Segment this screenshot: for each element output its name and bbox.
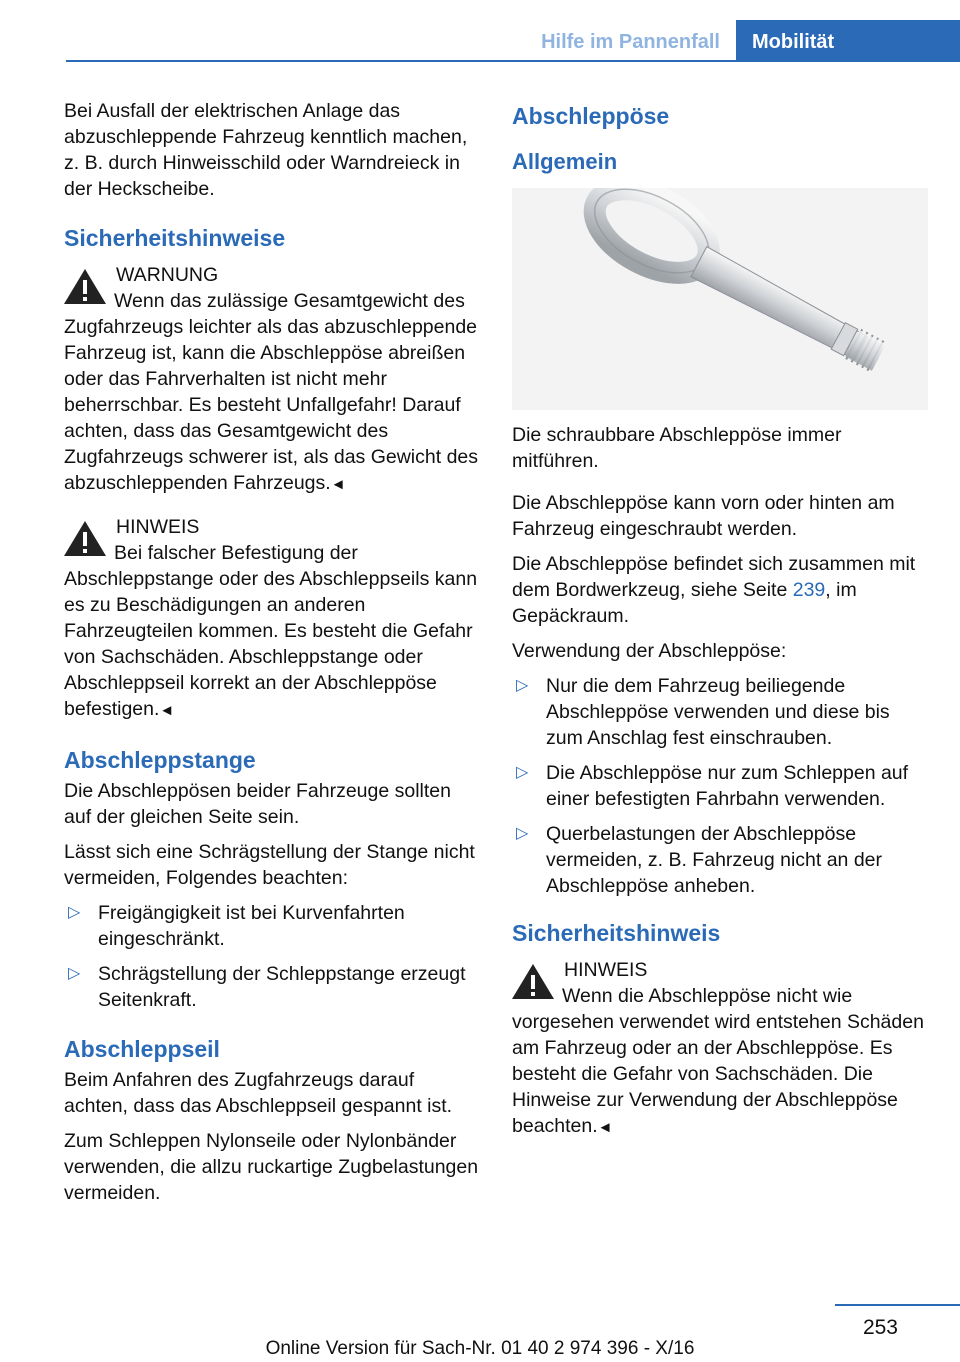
header-tab-section[interactable]: Hilfe im Pannenfall [541,31,720,53]
page-link[interactable]: 239 [792,579,826,601]
usage-label: Verwendung der Abschleppöse: [512,640,787,662]
stange-paragraph-2: Lässt sich eine Schrägstellung der Stange nicht vermeiden, Folgendes beachten: [64,841,475,889]
warning-triangle-icon [62,518,110,560]
list-item: ▷ Schrägstellung der Schleppstange erzeugt Seitenkraft. [68,963,466,1011]
location-paragraph: Die Abschleppöse befindet sich zusammen mit dem Bordwerkzeug, siehe Seite 239, im Gepäckraum. [512,553,916,627]
list-item: ▷ Die Abschleppöse nur zum Schleppen auf einer befestigten Fahrbahn verwenden. [516,762,909,810]
list-item: ▷ Querbelastungen der Abschleppöse vermeiden, z. B. Fahrzeug nicht an der Abschleppöse anheben. [516,823,883,897]
figure-caption: Die schraubbare Abschleppöse immer mitführen. [512,424,842,472]
seil-heading: Abschleppseil [64,1036,220,1062]
note-title: HINWEIS [116,516,200,538]
page-header [0,0,960,62]
general-subheading: Allgemein [512,149,618,174]
bullet-triangle-icon: ▷ [68,965,81,982]
header-tab-chapter[interactable]: Mobilität [736,20,960,62]
note-title: HINWEIS [564,959,648,981]
intro-paragraph: Bei Ausfall der elektrischen Anlage das abzuschleppende Fahrzeug kenntlich machen, z. B. durch Hinweisschild oder Warndreieck in der Heckscheibe. [64,100,468,200]
note-notice [512,957,928,1141]
stange-list [64,900,480,1013]
online-version-footer: Online Version für Sach-Nr. 01 40 2 974 396 - X/16 [265,1338,695,1359]
mount-paragraph: Die Abschleppöse kann vorn oder hinten am Fahrzeug eingeschraubt werden. [512,492,895,540]
end-mark: ◄ [159,702,175,719]
usage-list [512,673,928,899]
tow-eye-heading: Abschleppöse [512,103,670,129]
end-mark: ◄ [597,1119,613,1136]
bullet-triangle-icon: ▷ [68,904,81,921]
warning-triangle-icon [510,961,558,1003]
end-mark: ◄ [330,476,346,493]
warning-notice [64,262,480,498]
bullet-triangle-icon: ▷ [516,677,529,694]
seil-paragraph-2: Zum Schleppen Nylonseile oder Nylonbänder verwenden, die allzu ruckartige Zugbelastungen vermeiden. [64,1130,479,1204]
warning-title: WARNUNG [116,264,219,286]
stange-paragraph-1: Die Abschleppösen beider Fahrzeuge sollten auf der gleichen Seite sein. [64,780,452,828]
header-rule [66,60,960,62]
page-number: 253 [862,1316,898,1339]
tow-eye-illustration [512,188,928,410]
footer-rule [835,1304,960,1306]
note-notice [64,514,480,724]
bullet-triangle-icon: ▷ [516,764,529,781]
safety-heading: Sicherheitshinweise [64,225,286,251]
list-item: ▷ Freigängigkeit ist bei Kurvenfahrten eingeschränkt. [68,902,405,950]
list-item: ▷ Nur die dem Fahrzeug beiliegende Abschleppöse verwenden und diese bis zum Anschlag fest einschrauben. [516,675,890,749]
bullet-triangle-icon: ▷ [516,825,529,842]
right-column [512,98,928,1150]
stange-heading: Abschleppstange [64,747,256,773]
warning-triangle-icon [62,266,110,308]
note-text: Bei falscher Befestigung der Abschleppstange oder des Abschleppseils kann es zu Beschädigungen an anderen Fahrzeugteilen kommen. Es besteht die Gefahr von Sachschäden. Abschleppstange oder Abschleppseil korrekt an der Abschleppöse befestigen. [64,542,478,720]
seil-paragraph-1: Beim Anfahren des Zugfahrzeugs darauf achten, dass das Abschleppseil gespannt ist. [64,1069,453,1117]
note-text: Wenn die Abschleppöse nicht wie vorgesehen verwendet wird entstehen Schäden am Fahrzeug oder an der Abschleppöse. Es besteht die Gefahr von Sachschäden. Die Hinweise zur Verwendung der Abschleppöse beachten. [512,985,924,1137]
warning-text: Wenn das zulässige Gesamtgewicht des Zugfahrzeugs leichter als das abzuschleppende Fahrzeug ist, kann die Abschleppöse abreißen oder das Fahrverhalten ist nicht mehr beherrschbar. Es besteht Unfallgefahr! Darauf achten, dass das Gesamtgewicht des Zugfahrzeugs schwerer ist, als das Gewicht des abzuschleppenden Fahrzeugs. [64,290,479,494]
left-column [64,98,480,1215]
safety-note-heading: Sicherheitshinweis [512,920,721,946]
